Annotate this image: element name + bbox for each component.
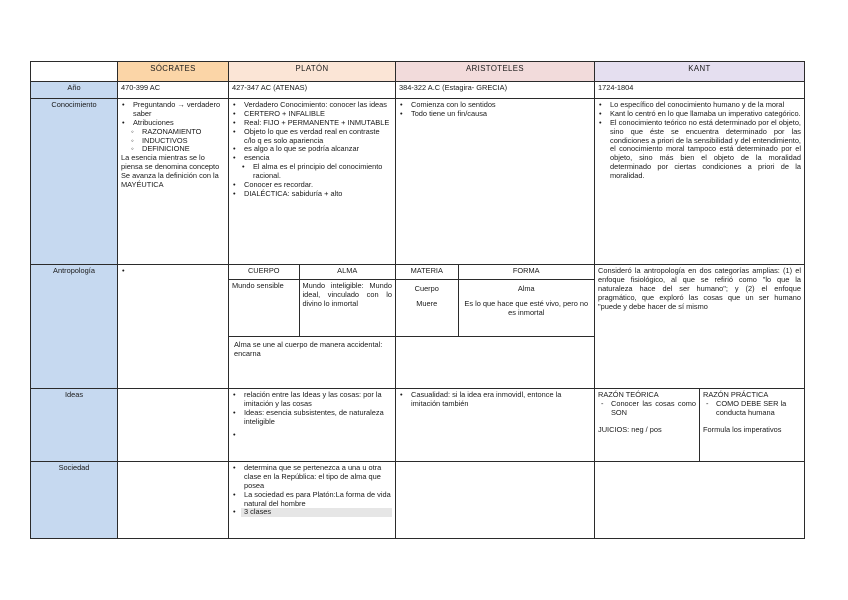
kant-juicios-text: JUICIOS: neg / pos bbox=[598, 424, 662, 434]
aristoteles-materia-cell bbox=[396, 280, 458, 337]
antropologia-socrates bbox=[118, 265, 229, 389]
anio-platon: 427-347 AC (ATENAS) bbox=[229, 82, 396, 99]
list-item: • Conocer es recordar. bbox=[241, 181, 392, 190]
kant-practical-reason bbox=[700, 389, 805, 461]
conocimiento-platon bbox=[229, 99, 396, 265]
ideas-platon bbox=[229, 389, 396, 462]
list-item: - Conocer las cosas como SON bbox=[608, 400, 696, 418]
socrates-concept-text: La esencia mientras se lo piensa se denomina concepto bbox=[121, 153, 220, 172]
aristoteles-muere-text: Muere bbox=[416, 298, 438, 308]
list-item: ◦ DEFINICIONE bbox=[139, 145, 225, 154]
sociedad-socrates bbox=[118, 462, 229, 539]
antropologia-platon bbox=[229, 265, 396, 389]
ideas-kant bbox=[595, 389, 805, 462]
list-item: • Lo específico del conocimiento humano y de la moral bbox=[607, 101, 801, 110]
aristoteles-matter-form-table bbox=[396, 265, 594, 381]
platon-cuerpo-cell: Mundo sensible bbox=[229, 280, 299, 337]
list-item: • El conocimiento teórico no está determinado por el objeto, sino que éste se encuentra determinado por las condiciones a priori de la sensibilidad y del entendimiento, el conocimiento moral tampoco está determinado por el objeto, sino más bien el objeto de la moralidad determinado por ciertas condiciones a priori de la moralidad. bbox=[607, 119, 801, 181]
list-item: • Comienza con lo sentidos bbox=[408, 101, 591, 110]
conocimiento-kant bbox=[595, 99, 805, 265]
list-item: • 3 clases bbox=[241, 508, 392, 517]
socrates-mayeutica-text: Se avanza la definición con la MAYÉUTICA bbox=[121, 171, 219, 189]
row-antropologia bbox=[31, 265, 805, 389]
antropologia-aristoteles bbox=[396, 265, 595, 389]
aristoteles-empty-cell bbox=[396, 337, 594, 382]
list-item: • CERTERO + INFALIBLE bbox=[241, 110, 392, 119]
aristoteles-forma-header: FORMA bbox=[458, 265, 594, 280]
list-item: • DIALÉCTICA: sabiduría + alto bbox=[241, 190, 392, 199]
sociedad-aristoteles bbox=[396, 462, 595, 539]
anio-aristoteles: 384-322 A.C (Estagira- GRECIA) bbox=[396, 82, 595, 99]
row-anio bbox=[31, 82, 805, 99]
list-item: • Preguntando → verdadero saber bbox=[130, 101, 225, 119]
list-item: • El alma es el principio del conocimiento racional. bbox=[250, 163, 392, 181]
antropologia-kant: Consideró la antropología en dos categorías amplias: (1) el enfoque fisiológico, al que se refirió como "lo que la naturaleza hace del ser humano"; y (2) el enfoque pragmático, que exploró las cosas que un ser humano "puede y debe hacer de sí mismo bbox=[595, 265, 805, 389]
list-item: • esencia bbox=[241, 154, 392, 163]
aristoteles-alma-text: Alma bbox=[517, 284, 535, 293]
aristoteles-forma-cell bbox=[458, 280, 594, 337]
header-socrates: SÓCRATES bbox=[118, 62, 229, 82]
aristoteles-forma-desc: Es lo que hace que esté vivo, pero no es inmortal bbox=[464, 298, 589, 317]
row-conocimiento bbox=[31, 99, 805, 265]
list-item: • Objeto lo que es verdad real en contraste c/lo q es solo apariencia bbox=[241, 128, 392, 146]
kant-theoretical-reason bbox=[595, 389, 700, 461]
sociedad-kant bbox=[595, 462, 805, 539]
kant-teorica-title: RAZÓN TEÓRICA bbox=[598, 390, 659, 399]
row-label-ideas: Ideas bbox=[31, 389, 118, 462]
kant-practica-title: RAZÓN PRÁCTICA bbox=[703, 390, 769, 399]
platon-anthropology-note: Alma se une al cuerpo de manera accidental: encarna bbox=[229, 337, 395, 386]
row-label-anio: Año bbox=[31, 82, 118, 99]
anio-kant: 1724-1804 bbox=[595, 82, 805, 99]
list-item: • Casualidad: si la idea era inmovidl, entonce la imitación también bbox=[408, 391, 591, 409]
header-platon: PLATÓN bbox=[229, 62, 396, 82]
list-item: • es algo a lo que se podría alcanzar bbox=[241, 145, 392, 154]
list-item: • Real: FIJO + PERMANENTE + INMUTABLE bbox=[241, 119, 392, 128]
conocimiento-aristoteles bbox=[396, 99, 595, 265]
conocimiento-socrates bbox=[118, 99, 229, 265]
row-label-conocimiento: Conocimiento bbox=[31, 99, 118, 265]
row-ideas bbox=[31, 389, 805, 462]
kant-reason-table bbox=[595, 389, 804, 461]
platon-cuerpo-header: CUERPO bbox=[229, 265, 299, 280]
ideas-socrates bbox=[118, 389, 229, 462]
row-label-sociedad: Sociedad bbox=[31, 462, 118, 539]
platon-alma-cell: Mundo inteligible: Mundo ideal, vinculado con lo divino lo inmortal bbox=[299, 280, 395, 337]
aristoteles-cuerpo-text: Cuerpo bbox=[414, 284, 439, 293]
aristoteles-materia-header: MATERIA bbox=[396, 265, 458, 280]
ideas-aristoteles bbox=[396, 389, 595, 462]
row-label-antropologia: Antropología bbox=[31, 265, 118, 389]
kant-imperativos-text: Formula los imperativos bbox=[703, 424, 782, 434]
list-item: • La sociedad es para Platón:La forma de vida natural del hombre bbox=[241, 491, 392, 509]
header-kant: KANT bbox=[595, 62, 805, 82]
sociedad-platon bbox=[229, 462, 396, 539]
list-item: • relación entre las Ideas y las cosas: por la imitación y las cosas bbox=[241, 391, 392, 409]
list-item: ◦ RAZONAMIENTO bbox=[139, 128, 225, 137]
platon-alma-header: ALMA bbox=[299, 265, 395, 280]
header-aristoteles: ARISTOTELES bbox=[396, 62, 595, 82]
list-item: • Ideas: esencia subsistentes, de naturaleza inteligible bbox=[241, 409, 392, 427]
philosophers-comparison-table bbox=[30, 61, 805, 539]
list-item: - COMO DEBE SER la conducta humana bbox=[713, 400, 801, 418]
list-item: • determina que se pertenezca a una u otra clase en la República: el tipo de alma que posea bbox=[241, 464, 392, 491]
list-item: • Atribuciones bbox=[130, 119, 225, 128]
row-sociedad bbox=[31, 462, 805, 539]
platon-body-soul-table bbox=[229, 265, 395, 385]
list-item: • Todo tiene un fin/causa bbox=[408, 110, 591, 119]
list-item: • Kant lo centró en lo que llamaba un imperativo categórico. bbox=[607, 110, 801, 119]
anio-socrates: 470-399 AC bbox=[118, 82, 229, 99]
list-item: • Verdadero Conocimiento: conocer las ideas bbox=[241, 101, 392, 110]
list-item: ◦ INDUCTIVOS bbox=[139, 137, 225, 146]
corner-cell bbox=[31, 62, 118, 82]
header-row bbox=[31, 62, 805, 82]
